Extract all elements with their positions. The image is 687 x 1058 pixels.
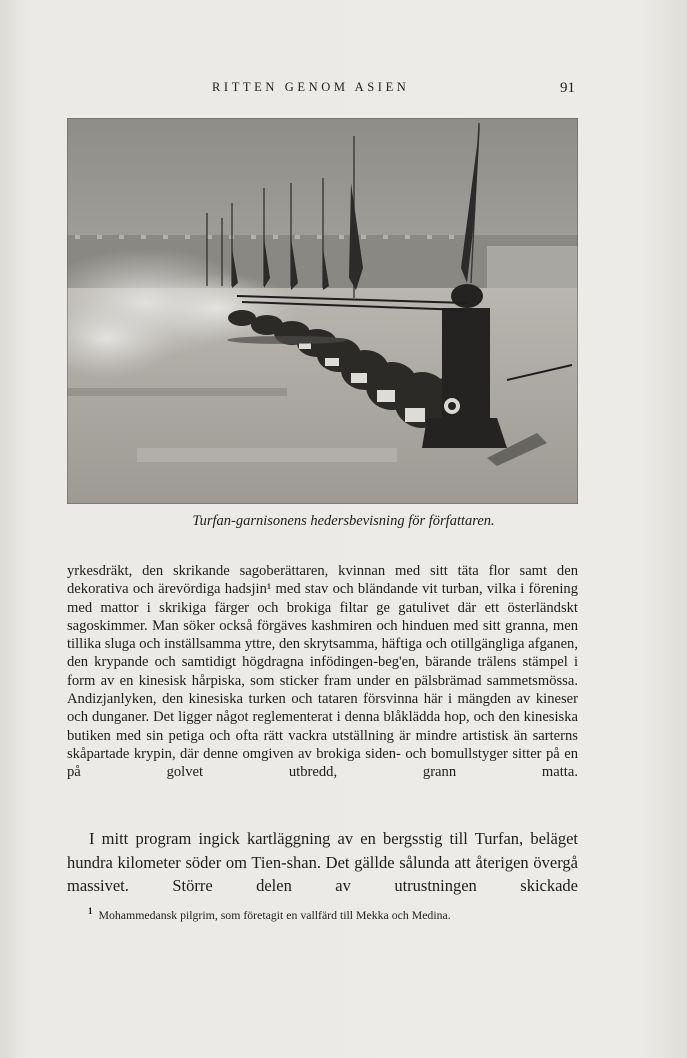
body-paragraph-2: [67, 827, 578, 898]
footnote-marker: 1: [88, 906, 93, 916]
photograph-soldiers-saluting: [67, 118, 578, 504]
body-paragraph-1: [67, 562, 578, 782]
footnote: [88, 906, 451, 923]
paragraph-text: I mitt program ingick kartläggning av en bergsstig till Turfan, beläget hundra kilometer söder om Tien-shan. Det gällde sålunda att återigen övergå massivet. Större delen av utrustningen skickade: [67, 829, 578, 895]
page-number: 91: [560, 80, 575, 96]
paragraph-text: yrkesdräkt, den skrikande sagoberättaren, kvinnan med sitt täta flor samt den dekorativa och ärevördiga hadsjin¹ med stav och bländande vit turban, vilka i förening med mattor i skrikiga färger och brokiga filtar ge gatulivet där ett österländskt sagoskimmer. Man söker också förgäves kashmiren och hinduen med sitt granna, men tillika sluga och inställsamma yttre, den skrytsamma, häftiga och otillgängliga afganen, den krypande och samtidigt högdragna infödingen-beg'en, bärande trälens stämpel i form av en kinesisk hårpiska, som sticker fram under en pälsbrämad sammetsmössa. Andizjanlyken, den kinesiska turken och tataren försvinna här i mängden av kineser och dunganer. Det ligger något reglementerat i denna blåklädda hop, och den kinesiska butiken med sin petiga och ofta rätt vackra utställning är mindre artistisk än sarterns skåpartade krypin, där denne omgiven av brokiga siden- och bomullstyger sitter på en på golvet utbredd, grann matta.: [67, 563, 578, 781]
running-header: RITTEN GENOM ASIEN: [212, 80, 410, 94]
footnote-text: Mohammedansk pilgrim, som företagit en vallfärd till Mekka och Medina.: [98, 907, 451, 922]
figure-caption: Turfan-garnisonens hedersbevisning för författaren.: [192, 513, 495, 529]
photo-illustration: [67, 118, 578, 504]
